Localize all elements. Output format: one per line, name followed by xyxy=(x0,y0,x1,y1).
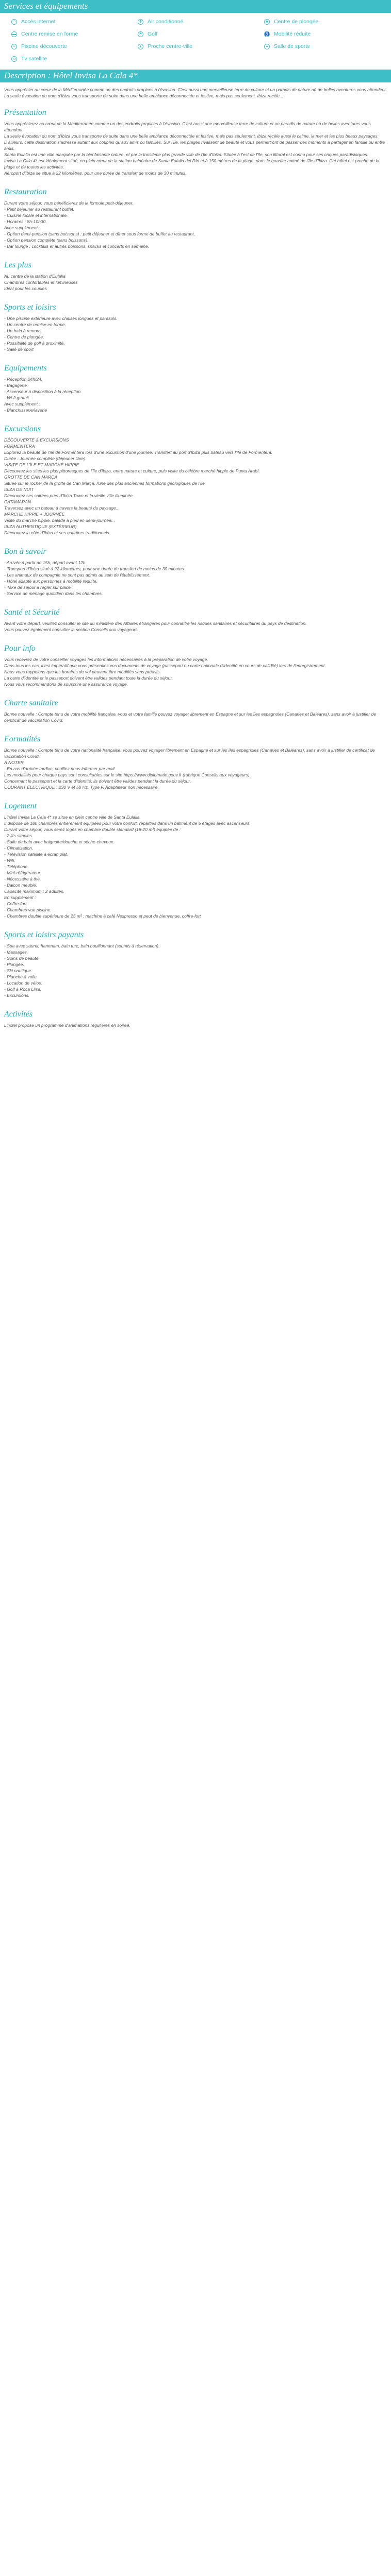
section-line: Il dispose de 180 chambres entièrement équipées pour votre confort, réparties dans un bâtiment de 5 étages avec ascenseurs. xyxy=(4,821,251,826)
section-line: Capacité maximum : 2 adultes. xyxy=(4,889,64,894)
section-line: - 2 lits simples. xyxy=(4,833,34,838)
section-line: Avant votre départ, veuillez consulter le site du ministère des Affaires étrangères pour connaître les risques sanitaires et sécuritaires du pays de destination. xyxy=(4,621,307,626)
section-line: Vous pouvez également consulter la section Conseils aux voyageurs. xyxy=(4,627,139,632)
city-icon: ▲ xyxy=(138,44,143,49)
section-line: - Golf à Roca Llisa. xyxy=(4,987,42,992)
section-line: - Soins de beauté. xyxy=(4,956,40,961)
section-line: Les modalités pour chaque pays sont consultables sur le site https://www.diplomatie.gouv.fr (rubrique Conseils aux voyageurs). xyxy=(4,772,251,777)
section-line: - Une piscine extérieure avec chaises longues et parasols. xyxy=(4,316,118,321)
section-title: Equipements xyxy=(4,364,47,372)
service-item xyxy=(264,43,388,50)
section-line: IBIZA DE NUIT xyxy=(4,487,34,492)
section-line: MARCHE HIPPIE + JOURNÉE xyxy=(4,512,65,517)
service-item xyxy=(11,55,138,62)
gym-icon: ● xyxy=(264,44,270,49)
section-line: - Blanchisserie/laverie xyxy=(4,408,47,413)
service-label: Piscine découverte xyxy=(21,43,67,49)
section-line: Nous vous recommandons de souscrire une assurance voyage. xyxy=(4,682,128,687)
section-line: - Chambres vue piscine. xyxy=(4,907,52,912)
dive-icon: ◉ xyxy=(264,19,270,25)
section-line: - Climatisation. xyxy=(4,845,34,851)
section-line: - Spa avec sauna, hammam, bain turc, bain bouillonnant (soumis à réservation). xyxy=(4,943,160,948)
section-line: L'hôtel Invisa La Cala 4* se situe en plein centre ville de Santa Eulalia. xyxy=(4,815,141,820)
section-line: - Centre de plongée. xyxy=(4,334,44,340)
section-line: - En cas d'arrivée tardive, veuillez nous informer par mail. xyxy=(4,766,116,771)
service-item xyxy=(11,30,138,38)
section-title: Excursions xyxy=(4,425,41,433)
description-intro: Vous apprécier au cœur de la Méditerranée comme un des endroits propices à l'évasion. C'est aussi une merveilleuse terre de culture et un paradis de nature où de belles aventures vous attendent. La seule évocation du nom d'Ibiza vous transporte de suite dans une belle ambiance déconnectée et festive, mais pas seulement. Ibiza recèle... xyxy=(4,87,387,98)
section-line: La seule évocation du nom d'Ibiza vous transporte de suite dans une belle ambiance déconnectée et festive, mais pas seulement. Ibiza recèle aussi le calme, la mer et les plus beaux paysages. D'ailleurs, cette destination s'adresse autant aux couples qu'aux amis ou familles. Sur l'île, les plages rivalisent de beauté et vous permettront de passer des moments à partager en famille ou entre amis. xyxy=(4,133,385,151)
section-line: Découvrez la côte d'Ibiza et ses quartiers traditionnels. xyxy=(4,530,110,535)
service-item xyxy=(264,18,388,25)
section-line: Bonne nouvelle : Compte tenu de votre mobilité française, vous et votre famille pouvez voyager librement en Espagne et sur les îles espagnoles (Canaries et Baléares), sans avoir à justifier de certificat de vaccination Covid. xyxy=(4,711,376,723)
section-line: - Nécessaire à thé. xyxy=(4,876,41,882)
section-line: Aéroport d'Ibiza se situe à 22 kilomètres, pour une durée de transfert de moins de 30 minutes. xyxy=(4,171,187,176)
section-line: Concernant le passeport et la carte d'identité, ils doivent être valides pendant la durée du séjour. xyxy=(4,778,191,784)
section-line: - Service de ménage quotidien dans les chambres. xyxy=(4,591,103,596)
section-title: Santé et Sécurité xyxy=(4,608,60,617)
section-line: L'hôtel propose un programme d'animations régulières en soirée. xyxy=(4,1023,131,1028)
section-line: Durant votre séjour, vous serez logés en chambre double standard (18-20 m²) équipée de : xyxy=(4,827,181,832)
services-header: Services et équipements xyxy=(0,0,391,13)
section-line: Traversez avec un bateau à travers la beauté du paysage... xyxy=(4,505,120,511)
service-label: Centre de plongée xyxy=(274,19,319,25)
section-line: Vous apprécierez au cœur de la Méditerranée comme un des endroits propices à l'évasion. C'est aussi une merveilleuse terre de culture et un paradis de nature où de belles aventures vous attendent. xyxy=(4,121,371,132)
section-line: Située sur le rocher de la grotte de Can Marçà, l'une des plus anciennes formations géologiques de l'île. xyxy=(4,481,206,486)
section-title: Logement xyxy=(4,802,37,810)
section-line: Au centre de la station d'Eulalia xyxy=(4,274,66,279)
section-line: - Wifi. xyxy=(4,858,15,863)
section-line: - Chambres double supérieure de 25 m² : machine à café Nespresso et peut de bienvenue, coffre-fort xyxy=(4,913,201,919)
section-line: - Réception 24h/24. xyxy=(4,377,43,382)
description-header: Description : Hôtel Invisa La Cala 4* xyxy=(0,70,391,82)
service-item xyxy=(264,30,388,38)
service-item xyxy=(11,43,138,50)
section-line: Santa Eulalia est une ville marquée par la bienfaisante nature, et par la troisième plus grande ville de l'île d'Ibiza. Située à l'est de l'île, son littoral est connu pour ses criques paradisiaques. xyxy=(4,152,368,157)
tv-icon: ▭ xyxy=(11,56,17,62)
service-label: Golf xyxy=(148,31,158,37)
section-line: - Petit déjeuner au restaurant buffet. xyxy=(4,207,75,212)
service-label: Proche centre-ville xyxy=(148,43,192,49)
section-title: Sports et loisirs xyxy=(4,303,56,312)
section-line: IBIZA AUTHENTIQUE (EXTÉRIEUR) xyxy=(4,524,77,529)
section-line: - Coffre-fort. xyxy=(4,901,28,906)
service-item xyxy=(138,43,264,50)
section-line: - Un bain à remous. xyxy=(4,328,43,333)
section-line: En supplément : xyxy=(4,895,36,900)
section-line: - Horaires : 8h-10h30. xyxy=(4,219,47,224)
section-line: - Bagagerie. xyxy=(4,383,28,388)
section-line: - Ascenseur à disposition à la réception. xyxy=(4,389,82,394)
snowflake-icon: ✻ xyxy=(138,19,143,25)
section-line: - Location de vélos. xyxy=(4,980,42,986)
section-line: Explorez la beauté de l'île de Formentera lors d'une excursion d'une journée. Transfert au port d'Ibiza puis bateau vers l'île de Formentera. xyxy=(4,450,273,455)
section-line: - Cuisine locale et internationale. xyxy=(4,213,68,218)
section-line: - Bar lounge : cocktails et autres boissons, snacks et concerts en semaine. xyxy=(4,244,150,249)
section-line: - Un centre de remise en forme. xyxy=(4,322,66,327)
golf-icon: ⚑ xyxy=(138,31,143,37)
section-line: GROTTE DE CAN MARÇÀ xyxy=(4,474,57,480)
service-label: Accès internet xyxy=(21,19,56,25)
section-line: Vous recevrez de votre conseiller voyages les informations nécessaires à la préparation de votre voyage. xyxy=(4,657,208,662)
section-line: - Massages. xyxy=(4,950,28,955)
section-line: - Planche à voile. xyxy=(4,974,38,979)
section-line: Avec supplément : xyxy=(4,401,40,406)
pool-icon: ≈ xyxy=(11,44,17,49)
service-label: Air conditionné xyxy=(148,19,184,25)
section-line: - Option demi-pension (sans boissons) : petit déjeuner et dîner sous forme de buffet au restaurant. xyxy=(4,231,195,236)
section-line: - Taxe de séjour à régler sur place. xyxy=(4,585,72,590)
section-title: Formalités xyxy=(4,735,41,743)
section-line: Invisa La Cala 4* est idéalement situé, en plein cœur de la station balnéaire de Santa Eulalia del Río et à 150 mètres de la plage, dans le quartier animé de l'île d'Ibiza. Cet hôtel est proche de la plage et de toutes les activités. xyxy=(4,158,380,170)
service-label: Salle de sports xyxy=(274,43,310,49)
dumbbell-icon: ▬ xyxy=(12,32,16,36)
section-line: - Excursions. xyxy=(4,993,30,998)
section-line: Chambres confortables et lumineuses xyxy=(4,280,78,285)
wifi-icon: ◠ xyxy=(11,19,17,25)
section-line: À NOTER xyxy=(4,760,24,765)
section-title: Restauration xyxy=(4,188,47,196)
section-line: - Transport d'Ibiza situé à 22 kilomètres, pour une durée de transfert de moins de 30 minutes. xyxy=(4,566,185,571)
services-grid xyxy=(0,13,391,62)
section-line: - Télévision satellite à écran plat. xyxy=(4,852,68,857)
section-line: - Option pension complète (sans boissons). xyxy=(4,238,89,243)
section-line: Idéal pour les couples xyxy=(4,286,47,291)
section-line: Durée : Journée complète (déjeuner libre). xyxy=(4,456,87,461)
section-line: - Balcon meublé. xyxy=(4,883,37,888)
section-line: DÉCOUVERTE & EXCURSIONS xyxy=(4,437,69,443)
section-line: La carte d'identité et le passeport doivent être valides pendant toute la durée du séjour. xyxy=(4,675,173,681)
sections-container xyxy=(0,108,391,1040)
section-title: Les plus xyxy=(4,261,31,269)
section-line: - Salle de bain avec baignoire/douche et sèche-cheveux. xyxy=(4,839,115,844)
section-line: FORMENTERA xyxy=(4,444,35,449)
section-title: Activités xyxy=(4,1010,33,1019)
service-label: Tv satellite xyxy=(21,56,47,62)
section-line: COURANT ÉLECTRIQUE : 230 V et 50 Hz. Type F. Adaptateur non nécessaire. xyxy=(4,785,159,790)
section-line: - Salle de sport xyxy=(4,347,34,352)
section-title: Bon à savoir xyxy=(4,547,46,556)
section-line: Bonne nouvelle : Compte tenu de votre nationalité française, vous pouvez voyager librement en Espagne et sur les îles espagnoles (Canaries et Baléares), sans avoir à justifier de certificat de vaccination Covid. xyxy=(4,748,375,759)
service-item xyxy=(11,18,138,25)
section-line: Durant votre séjour, vous bénéficierez de la formule petit-déjeuner. xyxy=(4,200,134,206)
section-line: - Mini-réfrigérateur. xyxy=(4,870,41,875)
service-item xyxy=(138,30,264,38)
section-line: Visite du marché hippie, balade à pied en demi-journée... xyxy=(4,518,115,523)
section-line: - Téléphone. xyxy=(4,864,29,869)
section-line: - Wi-fi gratuit. xyxy=(4,395,30,400)
section-title: Pour info xyxy=(4,644,36,653)
section-line: - Plongée. xyxy=(4,962,24,967)
section-line: - Les animaux de compagnie ne sont pas admis au sein de l'établissement. xyxy=(4,572,150,578)
section-line: VISITE DE L'ÎLE ET MARCHÉ HIPPIE xyxy=(4,462,79,467)
wheelchair-icon: ♿ xyxy=(264,31,270,37)
section-title: Charte sanitaire xyxy=(4,699,58,707)
service-label: Centre remise en forme xyxy=(21,31,78,37)
section-line: Dans tous les cas, il est impératif que vous présentiez vos documents de voyage (passeport ou carte nationale d'identité en cours de validité) lors de l'enregistrement. xyxy=(4,663,326,668)
section-line: CATAMARAN xyxy=(4,499,31,504)
section-line: Découvrez ses soirées près d'Ibiza Town et la vieille ville illuminée. xyxy=(4,493,134,498)
section-line: Avec supplément : xyxy=(4,225,40,230)
section-line: - Arrivée à partir de 15h, départ avant 12h. xyxy=(4,560,87,565)
service-item xyxy=(138,18,264,25)
service-label: Mobilité réduite xyxy=(274,31,311,37)
section-line: - Possibilité de golf à proximité. xyxy=(4,341,65,346)
section-line: Nous vous rappelons que les horaires de vol peuvent être modifiés sans préavis. xyxy=(4,669,161,674)
section-line: - Ski nautique. xyxy=(4,968,32,973)
section-line: Découvrez les sites les plus pittoresques de l'île d'Ibiza, entre nature et culture, puis visite du célèbre marché hippie de Punta Arabí. xyxy=(4,468,260,473)
section-title: Sports et loisirs payants xyxy=(4,930,84,939)
section-title: Présentation xyxy=(4,108,46,117)
section-line: - Hôtel adapté aux personnes à mobilité réduite. xyxy=(4,579,97,584)
